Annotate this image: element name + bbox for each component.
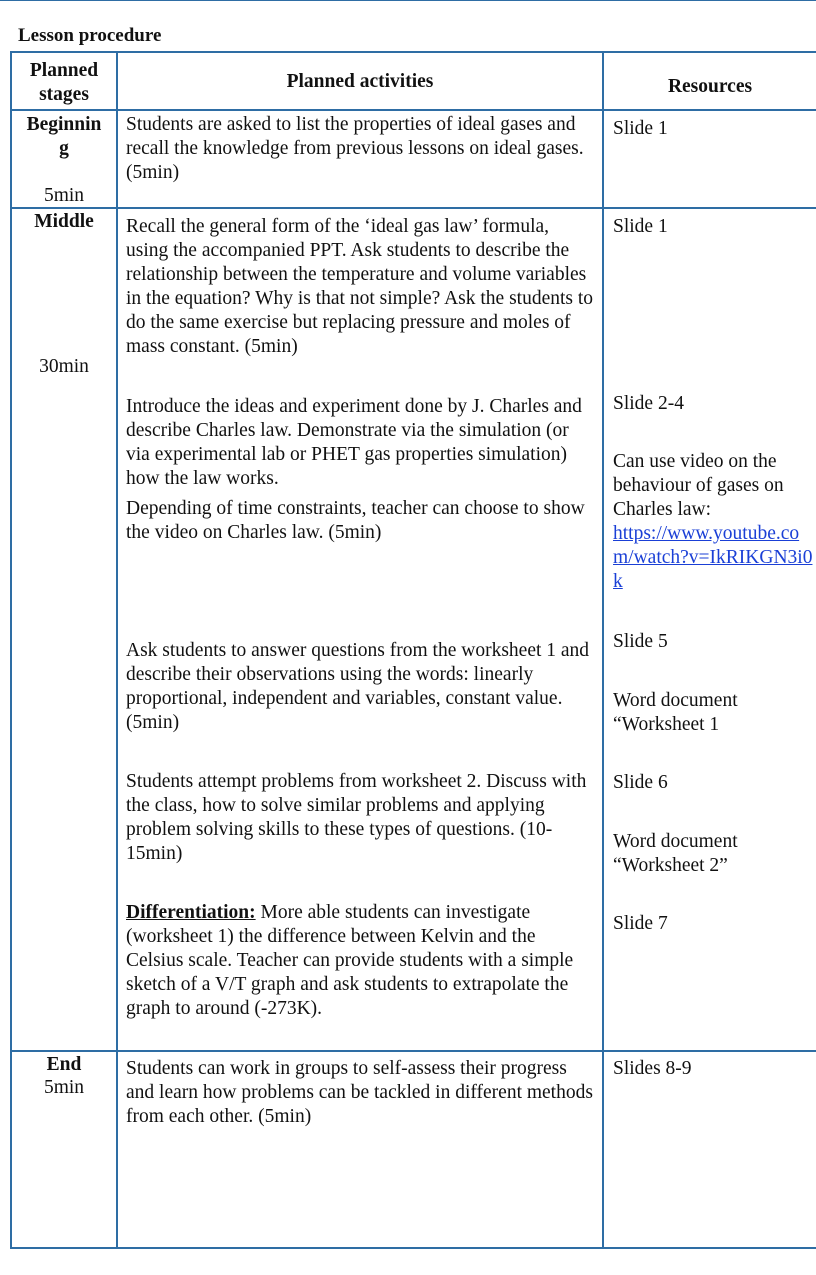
row-divider-middle [10,1050,816,1052]
youtube-link[interactable]: https://www.youtube.com/watch?v=IkRIKGN3i0k [613,523,813,592]
activity-worksheet-2: Students attempt problems from worksheet 2. Discuss with the class, how to solve similar problems and applying problem solving skills to these types of questions. (10-15min) [126,771,587,864]
stage-beginning-time: 5min [43,185,85,206]
page-title: Lesson procedure [18,25,162,46]
resource-worksheet-2-doc: Word document “Worksheet 2” [613,831,738,876]
resource-slide-2-4: Slide 2-4 [613,393,684,414]
activity-charles-video: Depending of time constraints, teacher can choose to show the video on Charles law. (5min) [126,498,585,543]
stage-end: End [46,1054,82,1075]
top-rule [0,0,816,1]
activity-ideal-gas-law: Recall the general form of the ‘ideal gas law’ formula, using the accompanied PPT. Ask students to describe the relationship between the temperature and volume variables in the equation? Why is that not simple? Ask the students to do the same exercise but replacing pressure and moles of mass constant. (5min) [126,216,594,357]
resource-slide-1: Slide 1 [613,118,668,139]
resource-slide-7: Slide 7 [613,913,668,934]
resource-slides-8-9: Slides 8-9 [613,1058,692,1079]
row-divider-beginning [10,207,816,209]
resource-worksheet-1-doc: Word document “Worksheet 1 [613,690,738,735]
activity-list-properties: Students are asked to list the properties of ideal gases and recall the knowledge from previous lessons on ideal gases. (5min) [126,114,584,183]
stage-beginning-name-2: g [59,138,69,159]
header-activities: Planned activities [286,71,434,92]
resource-slide-6: Slide 6 [613,772,668,793]
differentiation-text: More able students can investigate (worksheet 1) the difference between Kelvin and the Celsius scale. Teacher can provide students with a simple sketch of a V/T graph and ask students to extrapolate the graph to around (-273K). [126,902,574,1019]
resource-video-note: Can use video on the behaviour of gases on Charles law: [613,451,784,520]
column-divider-1 [116,51,118,1248]
table-border-bottom [10,1247,816,1249]
differentiation-label: Differentiation: [126,902,256,923]
column-divider-2 [602,51,604,1248]
activity-self-assess: Students can work in groups to self-assess their progress and learn how problems can be tackled in different methods from each other. (5min) [126,1058,593,1127]
activity-worksheet-1: Ask students to answer questions from the worksheet 1 and describe their observations using the words: linearly proportional, independent and variables, constant value. (5min) [126,640,590,733]
stage-middle-time: 30min [39,356,89,377]
header-resources: Resources [667,76,753,97]
header-stages-label: Planned stages [29,60,99,105]
header-divider [10,109,816,111]
stage-beginning [12,113,116,161]
resource-slide-5: Slide 5 [613,631,668,652]
stage-beginning-name-1: Beginnin [26,114,102,135]
resource-slide-1-middle: Slide 1 [613,216,668,237]
header-stages [12,59,116,107]
stage-middle: Middle [34,211,94,232]
activity-differentiation [126,901,594,1021]
stage-end-time: 5min [43,1077,85,1098]
table-border-top [10,51,816,53]
activity-charles-law: Introduce the ideas and experiment done by J. Charles and describe Charles law. Demonstrate via the simulation (or via experimental lab or PHET gas properties simulation) how the law works. [126,396,582,489]
